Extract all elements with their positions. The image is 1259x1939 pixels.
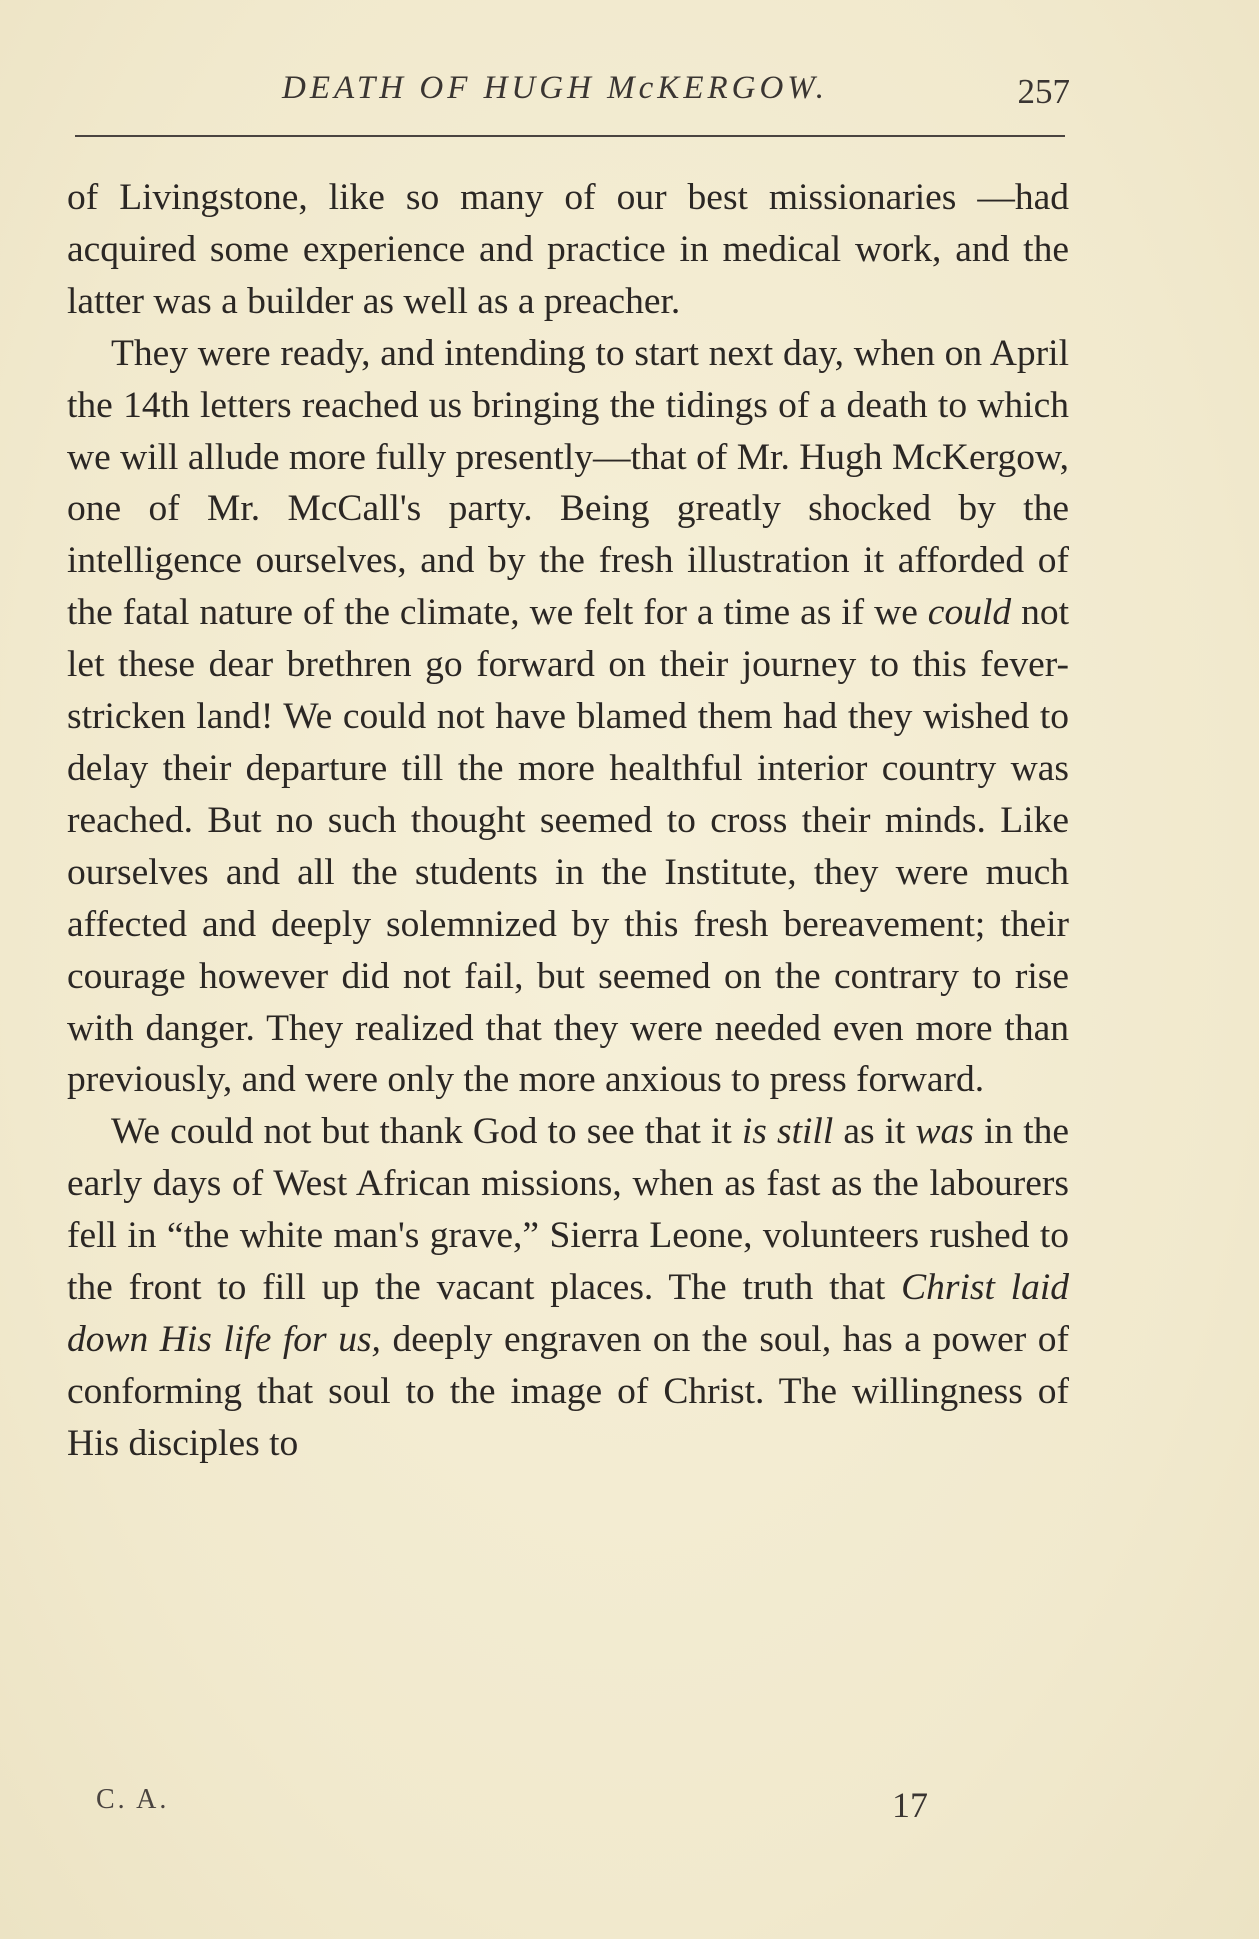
sheet-number: 17 xyxy=(892,1785,928,1825)
paragraph-3-text-c: in the early days of West African missions, when as fast as the labourers fell in “the white man's grave,” Sierra Leone, volunteers rushed to the front to fill up the vacant places. The truth that xyxy=(67,1111,1070,1309)
paragraph-3 xyxy=(67,1106,1069,1469)
paragraph-2 xyxy=(67,328,1069,1107)
paragraph-1 xyxy=(67,172,1069,328)
paragraph-3-emphasis-2: was xyxy=(915,1111,974,1153)
signature-mark: C. A. xyxy=(96,1784,170,1815)
body-text xyxy=(67,172,1069,1470)
paragraph-2-emphasis: could xyxy=(927,592,1012,634)
page-number: 257 xyxy=(1017,72,1070,111)
running-title: DEATH OF HUGH McKERGOW. xyxy=(282,70,829,106)
paragraph-1-text: of Livingstone, like so many of our best missionaries —had acquired some experience and practice in medical work, and the latter was a builder as well as a preacher. xyxy=(67,177,1069,322)
paragraph-3-text-b: as it xyxy=(833,1111,916,1153)
paragraph-3-emphasis-3: Christ laid down His life for us, xyxy=(67,1267,1069,1360)
paragraph-3-text-a: We could not but thank God to see that it xyxy=(111,1111,742,1153)
page-header xyxy=(68,70,1070,120)
paragraph-2-text-b: not let these dear brethren go forward on their journey to this fever-stricken land! We could not have blamed them had they wished to delay their departure till the more healthful interior country was reached. But no such thought seemed to cross their minds. Like ourselves and all the students in the Institute, they were much affected and deeply solemnized by this fresh bereavement; their courage however did not fail, but seemed on the contrary to rise with danger. They realized that they were needed even more than previously, and were only the more anxious to press forward. xyxy=(67,592,1069,1101)
header-rule xyxy=(75,135,1065,137)
paragraph-3-emphasis-1: is still xyxy=(741,1111,834,1153)
page-footer xyxy=(0,1784,1259,1834)
paragraph-2-text-a: They were ready, and intending to start next day, when on April the 14th letters reached us bringing the tidings of a death to which we will allude more fully presently—that of Mr. Hugh McKergow, one of Mr. McCall's party. Being greatly shocked by the intelligence ourselves, and by the fresh illustration it afforded of the fatal nature of the climate, we felt for a time as if we xyxy=(67,332,1069,634)
paragraph-3-text-d: deeply engraven on the soul, has a power of conforming that soul to the image of Christ. The willingness of His disciples to xyxy=(67,1318,1069,1464)
